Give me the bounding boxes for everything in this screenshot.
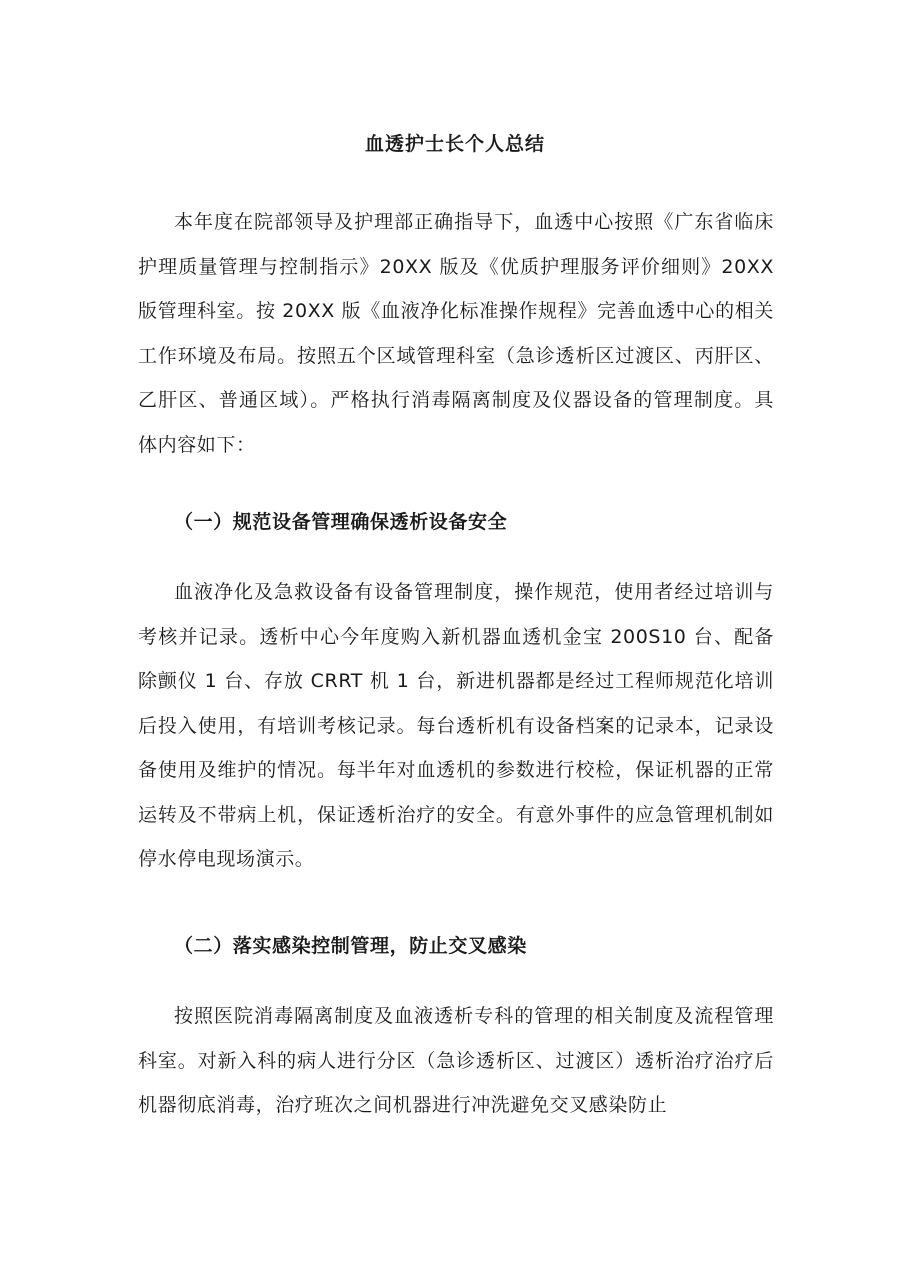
paragraph-infection-control: 按照医院消毒隔离制度及血液透析专科的管理的相关制度及流程管理科室。对新入科的病人进行分区（急诊透析区、过渡区）透析治疗治疗后机器彻底消毒，治疗班次之间机器进行冲洗避免交叉感染防止 bbox=[138, 1005, 774, 1116]
paragraph-intro: 本年度在院部领导及护理部正确指导下，血透中心按照《广东省临床护理质量管理与控制指示》20XX 版及《优质护理服务评价细则》20XX 版管理科室。按 20XX 版《血液净化标准操作规程》完善血透中心的相关工作环境及布局。按照五个区域管理科室（急诊透析区过渡区、丙肝区、乙肝区、普通区域）。严格执行消毒隔离制度及仪器设备的管理制度。具体内容如下： bbox=[138, 211, 774, 456]
document-title: 血透护士长个人总结 bbox=[364, 133, 545, 155]
paragraph-equipment: 血液净化及急救设备有设备管理制度，操作规范，使用者经过培训与考核并记录。透析中心今年度购入新机器血透机金宝 200S10 台、配备除颤仪 1 台、存放 CRRT 机 1 台，新进机器都是经过工程师规范化培训后投入使用，有培训考核记录。每台透析机有设备档案的记录本，记录设备使用及维护的情况。每半年对血透机的参数进行校检，保证机器的正常运转及不带病上机，保证透析治疗的安全。有意外事件的应急管理机制如停水停电现场演示。 bbox=[138, 581, 774, 870]
section-heading-equipment: （一）规范设备管理确保透析设备安全 bbox=[174, 511, 508, 533]
section-heading-infection-control: （二）落实感染控制管理，防止交叉感染 bbox=[174, 935, 527, 957]
